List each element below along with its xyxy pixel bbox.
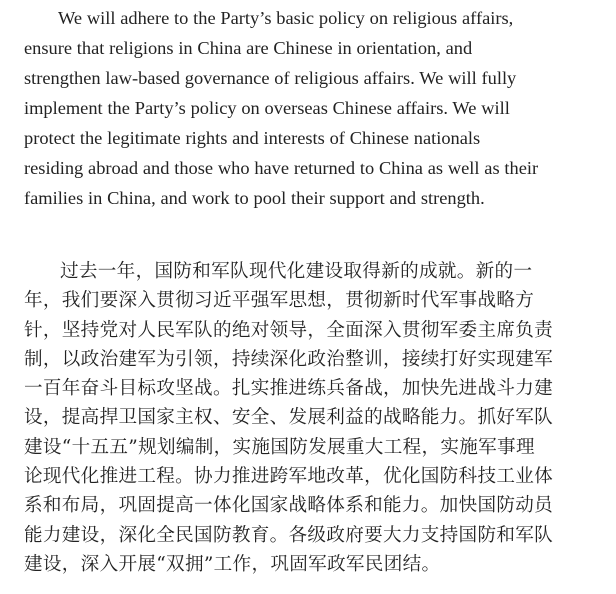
chinese-line: 建设“十五五”规划编制，实施国防发展重大工程，实施军事理 bbox=[24, 436, 535, 458]
chinese-line: 过去一年，国防和军队现代化建设取得新的成就。新的一 bbox=[60, 261, 533, 282]
english-paragraph bbox=[24, 3, 604, 213]
chinese-line: 针，坚持党对人民军队的绝对领导，全面深入贯彻军委主席负责 bbox=[24, 319, 554, 341]
chinese-paragraph bbox=[24, 257, 594, 579]
english-line: families in China, and work to pool their support and strength. bbox=[24, 188, 485, 208]
chinese-line: 建设，深入开展“双拥”工作，巩固军政军民团结。 bbox=[24, 553, 441, 575]
english-line: implement the Party’s policy on overseas Chinese affairs. We will bbox=[24, 98, 510, 118]
english-line: strengthen law-based governance of religious affairs. We will fully bbox=[24, 68, 517, 88]
english-line: We will adhere to the Party’s basic policy on religious affairs, bbox=[58, 8, 514, 28]
english-line: ensure that religions in China are Chinese in orientation, and bbox=[24, 38, 473, 58]
chinese-line: 能力建设，深化全民国防教育。各级政府要大力支持国防和军队 bbox=[24, 524, 554, 546]
english-line: residing abroad and those who have returned to China as well as their bbox=[24, 158, 539, 178]
chinese-line: 年，我们要深入贯彻习近平强军思想，贯彻新时代军事战略方 bbox=[24, 290, 535, 312]
english-line: protect the legitimate rights and interests of Chinese nationals bbox=[24, 128, 481, 148]
chinese-line: 设，提高捍卫国家主权、安全、发展利益的战略能力。抓好军队 bbox=[24, 407, 554, 429]
chinese-line: 论现代化推进工程。协力推进跨军地改革，优化国防科技工业体 bbox=[24, 466, 554, 488]
chinese-line: 制，以政治建军为引领，持续深化政治整训，接续打好实现建军 bbox=[24, 348, 554, 370]
chinese-line: 一百年奋斗目标攻坚战。扎实推进练兵备战，加快先进战斗力建 bbox=[24, 378, 554, 400]
chinese-line: 系和布局，巩固提高一体化国家战略体系和能力。加快国防动员 bbox=[24, 495, 554, 517]
